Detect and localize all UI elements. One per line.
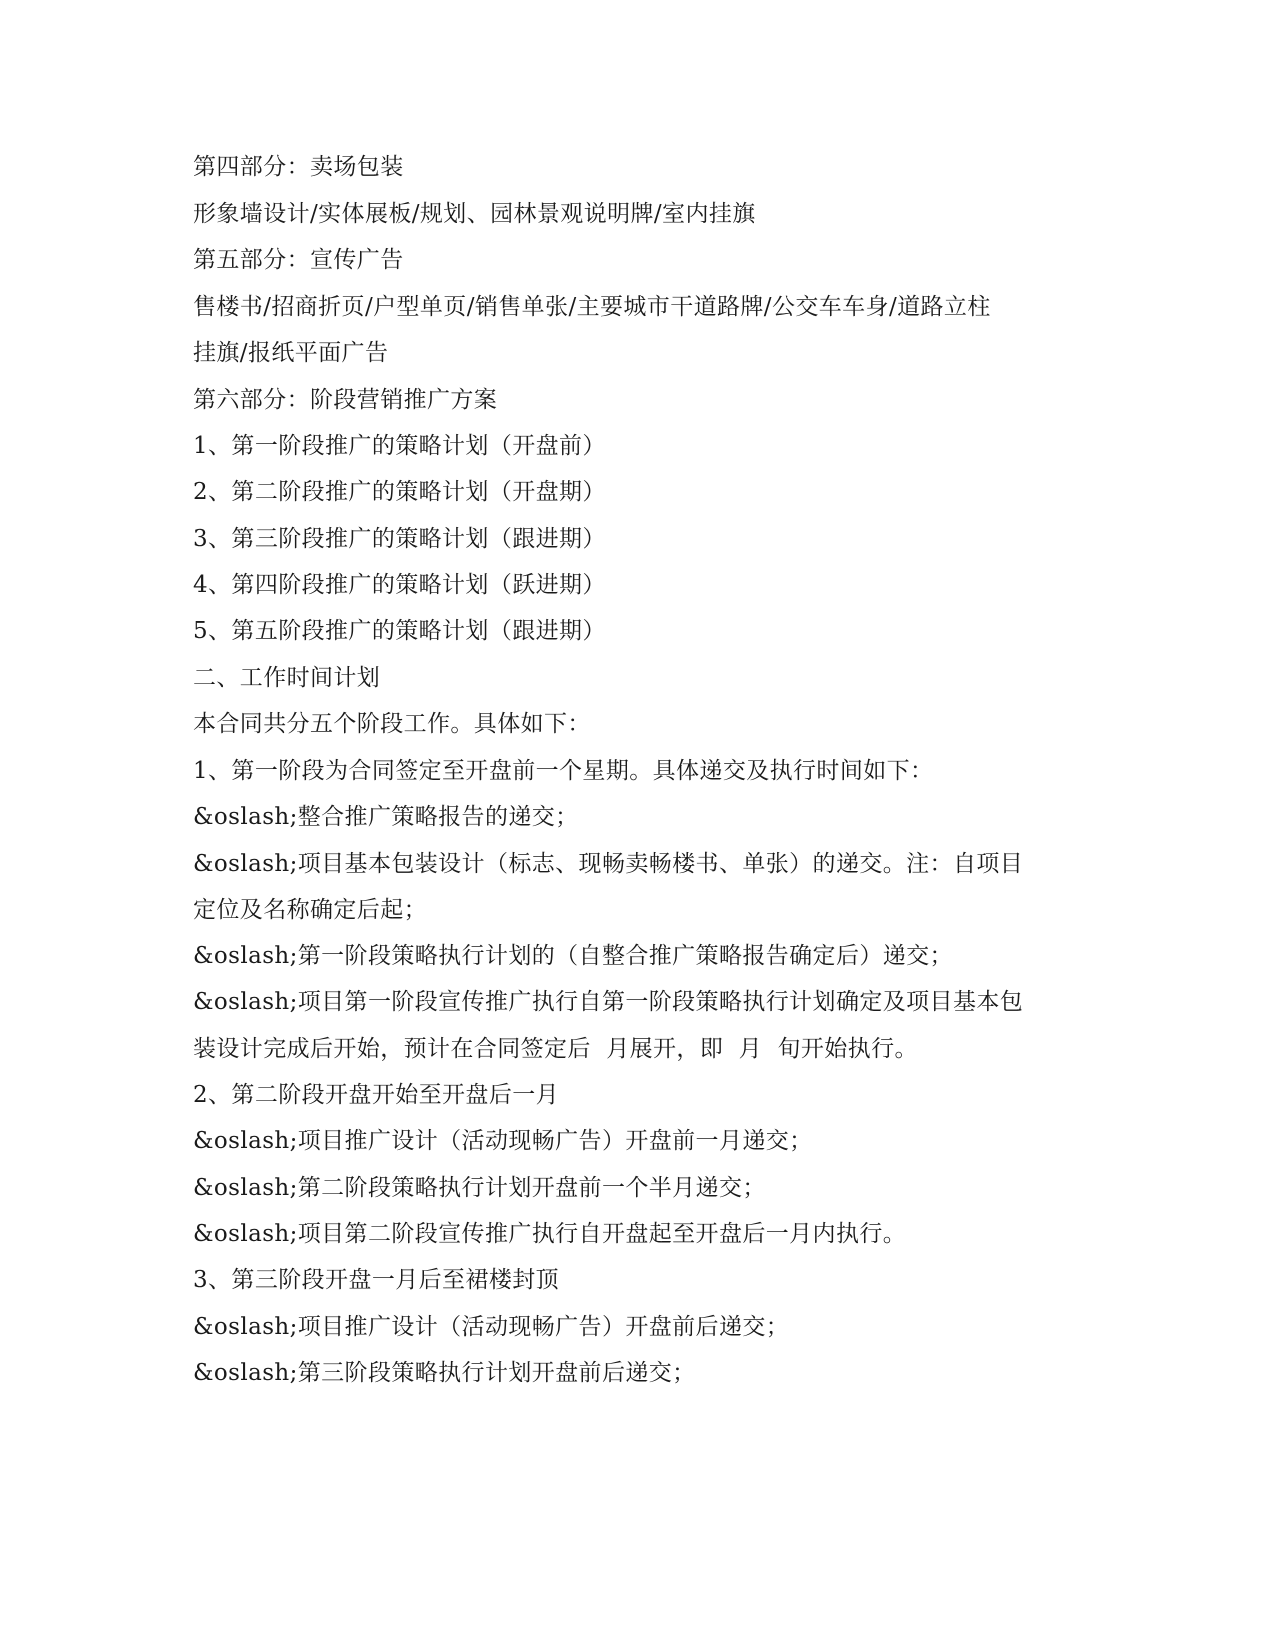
bullet-line: &oslash;项目推广设计（活动现畅广告）开盘前一月递交； — [193, 1128, 813, 1154]
list-item: 1、第一阶段为合同签定至开盘前一个星期。具体递交及执行时间如下： — [193, 758, 934, 784]
list-item: 4、第四阶段推广的策略计划（跃进期） — [193, 572, 606, 598]
list-item: 3、第三阶段开盘一月后至裙楼封顶 — [193, 1267, 560, 1293]
bullet-line: &oslash;第二阶段策略执行计划开盘前一个半月递交； — [193, 1175, 766, 1201]
list-item: 5、第五阶段推广的策略计划（跟进期） — [193, 618, 606, 644]
list-item: 1、第一阶段推广的策略计划（开盘前） — [193, 433, 606, 459]
list-item: 2、第二阶段开盘开始至开盘后一月 — [193, 1082, 560, 1108]
section-heading-part4: 第四部分：卖场包装 — [193, 154, 404, 180]
list-item: 2、第二阶段推广的策略计划（开盘期） — [193, 479, 606, 505]
section-heading-part6: 第六部分：阶段营销推广方案 — [193, 387, 498, 413]
bullet-line: &oslash;项目第二阶段宣传推广执行自开盘起至开盘后一月内执行。 — [193, 1221, 907, 1247]
bullet-line: &oslash;第一阶段策略执行计划的（自整合推广策略报告确定后）递交； — [193, 943, 953, 969]
list-item: 3、第三阶段推广的策略计划（跟进期） — [193, 526, 606, 552]
paragraph-line: 本合同共分五个阶段工作。具体如下： — [193, 711, 591, 737]
bullet-line: &oslash;项目第一阶段宣传推广执行自第一阶段策略执行计划确定及项目基本包 — [193, 989, 1024, 1015]
bullet-line: &oslash;项目基本包装设计（标志、现畅卖畅楼书、单张）的递交。注：自项目 — [193, 851, 1024, 877]
bullet-line: &oslash;第三阶段策略执行计划开盘前后递交； — [193, 1360, 696, 1386]
section-heading-part5: 第五部分：宣传广告 — [193, 247, 404, 273]
bullet-line: &oslash;项目推广设计（活动现畅广告）开盘前后递交； — [193, 1314, 790, 1340]
bullet-line: &oslash;整合推广策略报告的递交； — [193, 804, 579, 830]
paragraph-line: 定位及名称确定后起； — [193, 897, 427, 923]
paragraph-line: 挂旗/报纸平面广告 — [193, 340, 389, 366]
paragraph-line: 装设计完成后开始，预计在合同签定后 月展开，即 月 旬开始执行。 — [193, 1036, 918, 1062]
section-heading-schedule: 二、工作时间计划 — [193, 665, 381, 691]
paragraph-line: 售楼书/招商折页/户型单页/销售单张/主要城市干道路牌/公交车车身/道路立柱 — [193, 294, 991, 320]
paragraph-line: 形象墙设计/实体展板/规划、园林景观说明牌/室内挂旗 — [193, 201, 756, 227]
